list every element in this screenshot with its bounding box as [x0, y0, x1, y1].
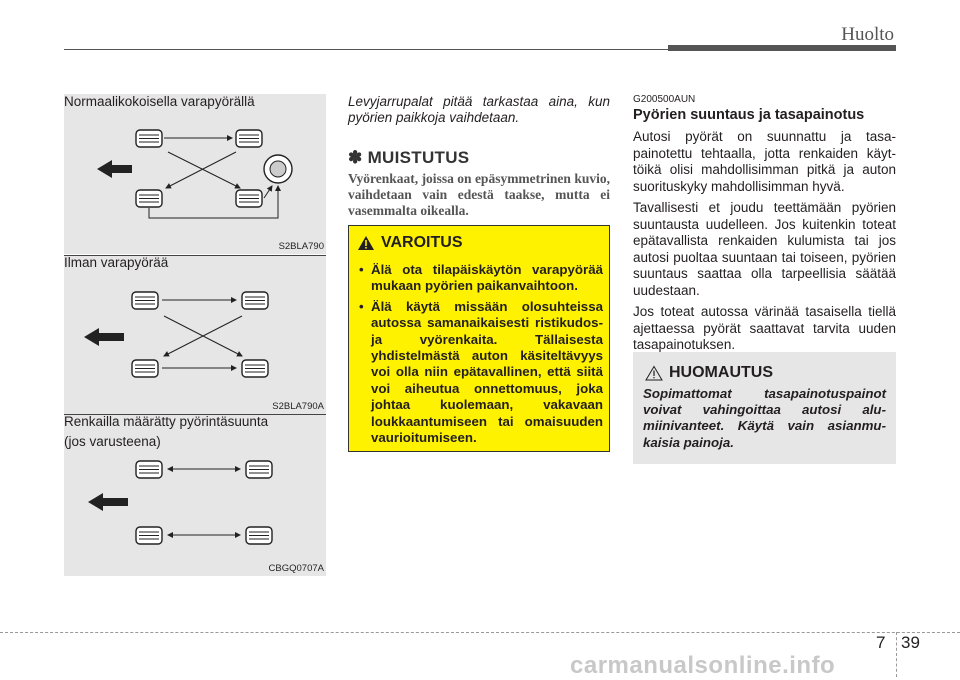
- alignment-section: [633, 94, 896, 359]
- brake-pads-paragraph: Levyjarrupalat pitää tarkastaa aina, kun pyörien paikkoja vaihdetaan.: [348, 94, 610, 125]
- caution-triangle-icon: [645, 365, 663, 381]
- section-code: G200500AUN: [633, 94, 696, 105]
- watermark: carmanualsonline.info: [570, 652, 836, 679]
- section-heading: Pyörien suuntaus ja tasapainotus: [633, 107, 865, 123]
- muistutus-text: Vyörenkaat, joissa on epäsymmetrinen kuvio, vaihdetaan vain edestä taakse, mutta ei vasemmalta oikealla.: [348, 171, 610, 218]
- header-bar: [668, 45, 896, 51]
- tire-rotation-diagram: [64, 94, 326, 254]
- brake-pads-note: [348, 94, 610, 126]
- figure-code: CBGQ0707A: [268, 563, 324, 574]
- chapter-number: 7: [876, 633, 886, 652]
- muistutus-section: [348, 148, 610, 219]
- warning-item: • Älä ota tilapäiskäytön varapyörää mukaan pyörien paikanvaihtoon.: [359, 262, 603, 294]
- warning-item: • Älä käytä missään olosuhteissa autossa samanaikaisesti ristikudos- ja vyörenkaita. Tällaisesta yhdistelmästä auton käsiteltävyys voi olla niin epätavallinen, että siitä voi aiheutua onnettomuus, joka johtaa kuolemaan, vakavaan loukkaantumiseen tai omaisuuden vaurioitumiseen.: [359, 298, 603, 446]
- warning-box: [348, 225, 610, 452]
- rotation-figure-no-spare: [64, 256, 326, 414]
- body-paragraph: Jos toteat autossa värinää tasaisella tiellä ajettaessa pyörät saattavat tarvita uuden tasapainotuksen.: [633, 304, 896, 352]
- muistutus-title: ✽ MUISTUTUS: [348, 148, 470, 167]
- figure-caption: (jos varusteena): [64, 434, 161, 449]
- figure-caption: Normaalikokoisella varapyörällä: [64, 94, 255, 109]
- warning-triangle-icon: [357, 235, 375, 251]
- footer-vertical-rule: [896, 632, 897, 677]
- figure-caption: Ilman varapyörää: [64, 255, 169, 270]
- page-number: 39: [901, 633, 920, 652]
- header-rule: [64, 49, 668, 50]
- note-text: Sopimattomat tasapainotuspainot voivat vahingoittaa autosi alumiinivanteet. Käytä vain asianmukaisia painoja.: [643, 386, 886, 450]
- figure-code: S2BLA790A: [272, 401, 324, 412]
- figure-caption: Renkailla määrätty pyörintäsuunta: [64, 414, 269, 429]
- note-box: [633, 352, 896, 464]
- figure-code: S2BLA790: [278, 241, 324, 252]
- tire-rotation-diagram: [64, 256, 326, 414]
- note-title: HUOMAUTUS: [669, 364, 773, 381]
- warning-title: VAROITUS: [381, 234, 463, 251]
- section-title: Huolto: [841, 24, 894, 45]
- footer-dashed-rule: [0, 632, 960, 633]
- body-paragraph: Autosi pyörät on suunnattu ja tasapainotettu tehtaalla, jotta renkaiden käyttöikä olisi mahdollisimman pitkä ja auton suorituskyky mahdollisimman hyvä.: [633, 129, 896, 194]
- rotation-figure-with-spare: [64, 94, 326, 254]
- warning-list: [359, 262, 603, 450]
- body-paragraph: Tavallisesti et joudu teettämään pyörien suuntausta uudelleen. Jos kuitenkin toteat epätavallista renkaiden kulumista tai jos autosi puoltaa suuntaan tai toiseen, pyörien suuntaus saattaa olla tarpeellisia säätää uudestaan.: [633, 200, 896, 298]
